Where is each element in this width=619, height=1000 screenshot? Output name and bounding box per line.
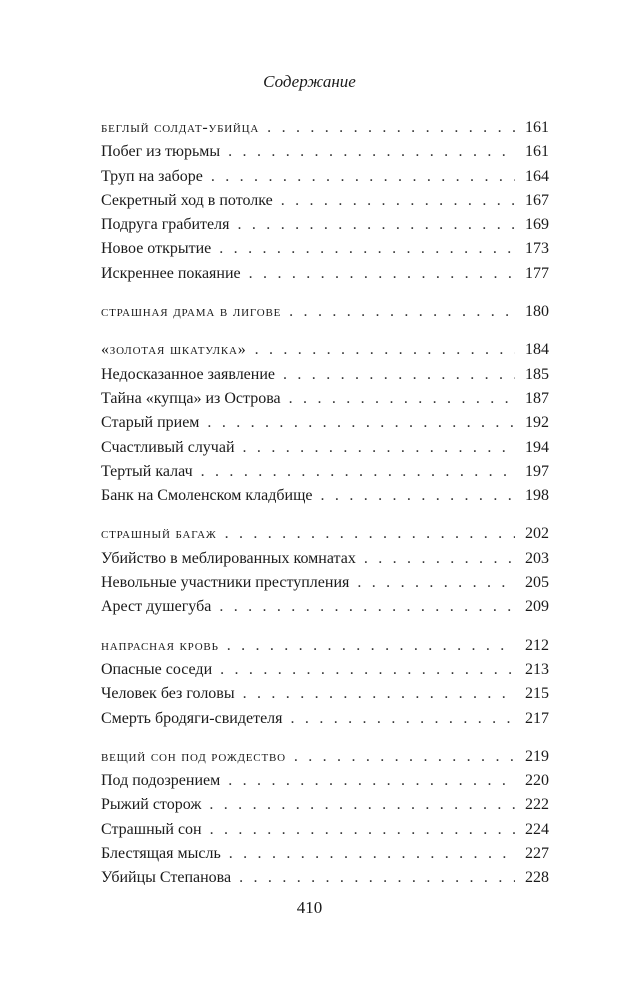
toc-section (101, 338, 549, 508)
toc-entry (101, 658, 549, 682)
toc-entry-title: Убийство в меблированных комнатах (101, 549, 356, 567)
toc-entry (101, 363, 549, 387)
toc-page-number: 185 (525, 365, 549, 383)
dot-leader (219, 595, 515, 619)
toc-page-number: 222 (525, 796, 549, 814)
toc-page-number: 161 (525, 119, 549, 136)
dot-leader (243, 682, 515, 706)
dot-leader (201, 460, 515, 484)
toc-entry-title: Блестящая мысль (101, 845, 221, 863)
dot-leader (243, 436, 515, 460)
toc-page-number: 187 (525, 389, 549, 407)
dot-leader (294, 745, 515, 769)
dot-leader (283, 363, 515, 387)
dot-leader (364, 547, 515, 571)
running-header: Содержание (263, 72, 356, 91)
toc-entry-title: Банк на Смоленском кладбище (101, 487, 313, 505)
toc-entry-title: Убийцы Степанова (101, 869, 232, 887)
dot-leader (210, 818, 515, 842)
toc-entry-title: Человек без головы (101, 685, 235, 703)
toc-entry (101, 842, 549, 866)
toc-entry-title: Смерть бродяги-свидетеля (101, 709, 283, 727)
toc-section-heading (101, 634, 549, 658)
toc-entry (101, 571, 549, 595)
dot-leader (207, 411, 515, 435)
toc-entry (101, 818, 549, 842)
dot-leader (209, 793, 515, 817)
toc-section-heading (101, 116, 549, 140)
table-of-contents (101, 116, 549, 905)
toc-page-number: 198 (525, 487, 549, 505)
dot-leader (225, 522, 515, 546)
toc-entry-title: Счастливый случай (101, 438, 235, 456)
toc-entry (101, 682, 549, 706)
toc-page-number: 167 (525, 191, 549, 209)
toc-entry (101, 213, 549, 237)
toc-section (101, 634, 549, 731)
toc-entry-title: Рыжий сторож (101, 796, 202, 814)
toc-page-number: 173 (525, 240, 549, 258)
dot-leader (255, 338, 515, 362)
dot-leader (249, 262, 515, 286)
toc-section (101, 745, 549, 891)
toc-entry (101, 769, 549, 793)
dot-leader (239, 866, 515, 890)
toc-page-number: 161 (525, 143, 549, 161)
toc-heading-title: вещий сон под рождество (101, 747, 286, 765)
toc-entry-title: Новое открытие (101, 240, 212, 258)
toc-heading-title: страшный багаж (101, 525, 217, 543)
dot-leader (291, 707, 515, 731)
toc-entry (101, 484, 549, 508)
toc-heading-title: напрасная кровь (101, 636, 219, 654)
toc-page-number: 219 (525, 747, 549, 765)
toc-page-number: 227 (525, 845, 549, 863)
toc-entry (101, 436, 549, 460)
dot-leader (228, 769, 515, 793)
dot-leader (238, 213, 516, 237)
dot-leader (220, 658, 515, 682)
toc-page-number: 203 (525, 549, 549, 567)
toc-entry (101, 707, 549, 731)
toc-entry-title: Недосказанное заявление (101, 365, 275, 383)
toc-section-heading (101, 522, 549, 546)
toc-heading-title: беглый солдат-убийца (101, 119, 260, 136)
toc-page-number: 202 (525, 525, 549, 543)
toc-page-number: 209 (525, 598, 549, 616)
toc-page-number: 194 (525, 438, 549, 456)
toc-entry-title: Невольные участники преступления (101, 574, 350, 592)
toc-page-number: 215 (525, 685, 549, 703)
toc-entry (101, 793, 549, 817)
toc-entry (101, 237, 549, 261)
toc-section (101, 522, 549, 619)
toc-entry (101, 262, 549, 286)
toc-entry (101, 595, 549, 619)
toc-entry-title: Арест душегуба (101, 598, 212, 616)
dot-leader (281, 189, 515, 213)
dot-leader (357, 571, 515, 595)
page-number: 410 (296, 898, 323, 917)
dot-leader (228, 140, 515, 164)
toc-entry (101, 189, 549, 213)
dot-leader (321, 484, 515, 508)
toc-entry-title: Побег из тюрьмы (101, 143, 221, 161)
toc-entry-title: Труп на заборе (101, 167, 203, 185)
toc-entry-title: Подруга грабителя (101, 216, 230, 234)
toc-heading-title: страшная драма в лигове (101, 303, 282, 321)
toc-page-number: 184 (525, 341, 549, 359)
toc-entry-title: Страшный сон (101, 820, 202, 838)
toc-section-heading (101, 745, 549, 769)
toc-entry-title: Под подозрением (101, 772, 221, 790)
toc-section (101, 116, 549, 286)
toc-page-number: 205 (525, 574, 549, 592)
toc-entry (101, 547, 549, 571)
toc-entry (101, 387, 549, 411)
toc-page-number: 224 (525, 820, 549, 838)
toc-page-number: 164 (525, 167, 549, 185)
toc-page-number: 212 (525, 636, 549, 654)
toc-entry (101, 411, 549, 435)
toc-entry-title: Тайна «купца» из Острова (101, 389, 281, 407)
toc-section-heading (101, 300, 549, 324)
dot-leader (289, 387, 515, 411)
toc-entry-title: Искреннее покаяние (101, 264, 241, 282)
toc-page-number: 177 (525, 264, 549, 282)
toc-entry (101, 140, 549, 164)
toc-page-number: 220 (525, 772, 549, 790)
toc-heading-title: «золотая шкатулка» (101, 341, 247, 359)
toc-page-number: 180 (525, 303, 549, 321)
toc-entry (101, 460, 549, 484)
dot-leader (267, 116, 515, 140)
toc-page-number: 228 (525, 869, 549, 887)
dot-leader (211, 165, 515, 189)
toc-entry-title: Старый прием (101, 414, 200, 432)
toc-entry (101, 165, 549, 189)
toc-entry-title: Опасные соседи (101, 660, 213, 678)
toc-page-number: 192 (525, 414, 549, 432)
toc-page-number: 197 (525, 462, 549, 480)
dot-leader (219, 237, 515, 261)
toc-page-number: 213 (525, 660, 549, 678)
dot-leader (289, 300, 515, 324)
toc-entry-title: Тертый калач (101, 462, 193, 480)
toc-section (101, 300, 549, 324)
toc-page-number: 217 (525, 709, 549, 727)
toc-entry-title: Секретный ход в потолке (101, 191, 273, 209)
toc-page-number: 169 (525, 216, 549, 234)
dot-leader (229, 842, 515, 866)
toc-entry (101, 866, 549, 890)
dot-leader (227, 634, 515, 658)
toc-section-heading (101, 338, 549, 362)
